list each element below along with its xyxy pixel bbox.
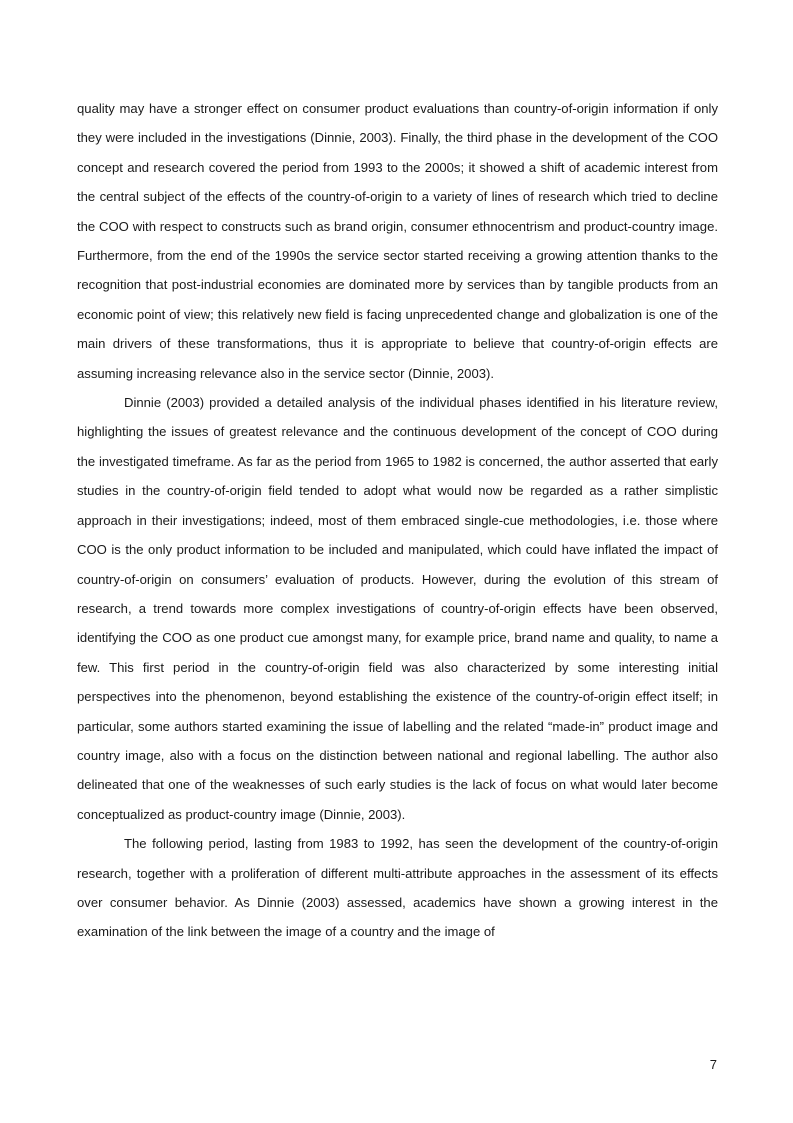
paragraph-3: The following period, lasting from 1983 to 1992, has seen the development of the country-of-origin research, together with a proliferation of different multi-attribute approaches in the assessment of its effects over consumer behavior. As Dinnie (2003) assessed, academics have shown a growing interest in the examination of the link between the image of a country and the image of	[77, 836, 718, 940]
page-number: 7	[709, 1057, 717, 1072]
body-text	[77, 94, 718, 947]
paragraph-1: quality may have a stronger effect on consumer product evaluations than country-of-origin information if only they were included in the investigations (Dinnie, 2003). Finally, the third phase in the development of the COO concept and research covered the period from 1993 to the 2000s; it showed a shift of academic interest from the central subject of the effects of the country-of-origin to a variety of lines of research which tried to decline the COO with respect to constructs such as brand origin, consumer ethnocentrism and product-country image. Furthermore, from the end of the 1990s the service sector started receiving a growing attention thanks to the recognition that post-industrial economies are dominated more by services than by tangible products from an economic point of view; this relatively new field is facing unprecedented change and globalization is one of the main drivers of these transformations, thus it is appropriate to believe that country-of-origin effects are assuming increasing relevance also in the service sector (Dinnie, 2003).	[77, 101, 718, 381]
paragraph-2: Dinnie (2003) provided a detailed analysis of the individual phases identified in his literature review, highlighting the issues of greatest relevance and the continuous development of the concept of COO during the investigated timeframe. As far as the period from 1965 to 1982 is concerned, the author asserted that early studies in the country-of-origin field tended to adopt what would now be regarded as a rather simplistic approach in their investigations; indeed, most of them embraced single-cue methodologies, i.e. those where COO is the only product information to be included and manipulated, which could have inflated the impact of country-of-origin on consumers’ evaluation of products. However, during the evolution of this stream of research, a trend towards more complex investigations of country-of-origin effects have been observed, identifying the COO as one product cue amongst many, for example price, brand name and quality, to name a few. This first period in the country-of-origin field was also characterized by some interesting initial perspectives into the phenomenon, beyond establishing the existence of the country-of-origin effect itself; in particular, some authors started examining the issue of labelling and the related “made-in” product image and country image, also with a focus on the distinction between national and regional labelling. The author also delineated that one of the weaknesses of such early studies is the lack of focus on what would later become conceptualized as product-country image (Dinnie, 2003).	[77, 395, 718, 822]
